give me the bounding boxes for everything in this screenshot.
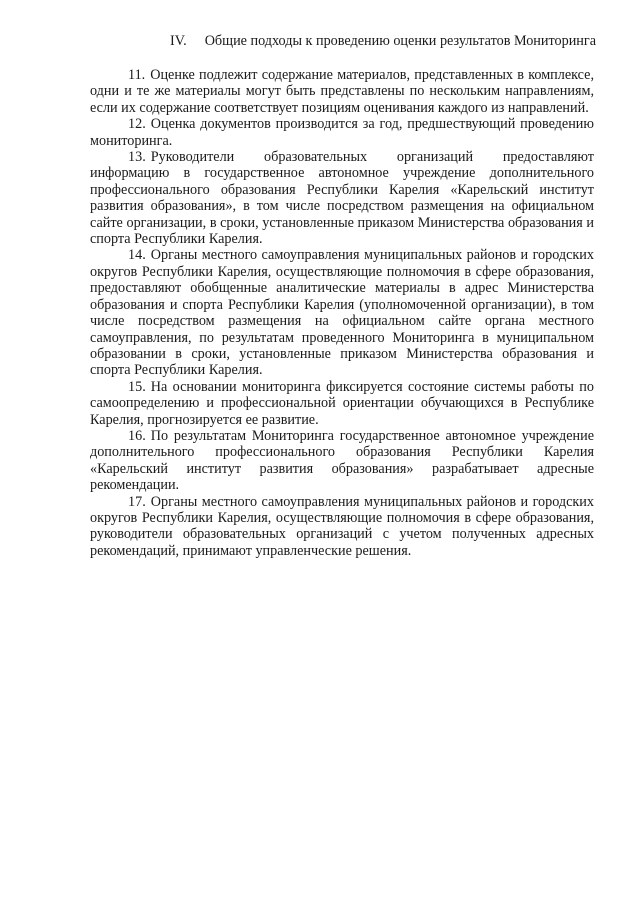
section-number: IV. — [170, 33, 187, 49]
section-title: Общие подходы к проведению оценки результатов Мониторинга — [204, 33, 596, 49]
paragraph-number: 13. — [128, 149, 146, 166]
paragraph-text: Органы местного самоуправления муниципальных районов и городских округов Республики Карелия, осуществляющие полномочия в сфере образования, предоставляют обобщенные аналитические материалы в адрес Министерства образования и спорта Республики Карелия (уполномоченной организации), в том числе посредством размещения на официальном сайте органа местного самоуправления, по результатам проведенного Мониторинга в муниципальном образовании в сроки, установленные приказом Министерства образования и спорта Республики Карелия. — [90, 247, 594, 379]
paragraph-text: По результатам Мониторинга государственное автономное учреждение дополнительного профессионального образования Республики Карелия «Карельский институт развития образования» разрабатывает адресные рекомендации. — [90, 427, 594, 494]
paragraph-number: 12. — [128, 116, 146, 133]
paragraph-number: 16. — [128, 427, 146, 444]
paragraph-text: На основании мониторинга фиксируется состояние системы работы по самоопределению и профессиональной ориентации обучающихся в Республике Карелия, прогнозируется ее развитие. — [90, 378, 594, 428]
paragraph-text: Оценка документов производится за год, предшествующий проведению мониторинга. — [90, 116, 594, 149]
paragraph-number: 17. — [128, 493, 146, 510]
paragraph-14 — [90, 247, 594, 378]
document-body — [90, 67, 594, 559]
section-heading — [90, 32, 596, 50]
paragraph-13 — [90, 149, 594, 247]
paragraph-text: Руководители образовательных организаций предоставляют информацию в государственное автономное учреждение дополнительного профессионального образования Республики Карелия «Карельский институт развития образования», в том числе посредством размещения на официальном сайте организации, в сроки, установленные приказом Министерства образования и спорта Республики Карелия. — [90, 149, 594, 248]
paragraph-number: 14. — [128, 247, 146, 264]
paragraph-text: Органы местного самоуправления муниципальных районов и городских округов Республики Карелия, осуществляющие полномочия в сфере образования, руководители образовательных организаций с учетом полученных адресных рекомендаций, принимают управленческие решения. — [90, 493, 594, 559]
paragraph-12 — [90, 116, 594, 149]
paragraph-number: 15. — [128, 378, 146, 395]
paragraph-17 — [90, 494, 594, 560]
paragraph-11 — [90, 67, 594, 116]
paragraph-text: Оценке подлежит содержание материалов, представленных в комплексе, одни и те же материалы могут быть представлены по нескольким направлениям, если их содержание соответствует позициям оценивания каждого из направлений. — [90, 67, 594, 116]
paragraph-15 — [90, 379, 594, 428]
paragraph-16 — [90, 428, 594, 494]
paragraph-number: 11. — [128, 67, 146, 83]
